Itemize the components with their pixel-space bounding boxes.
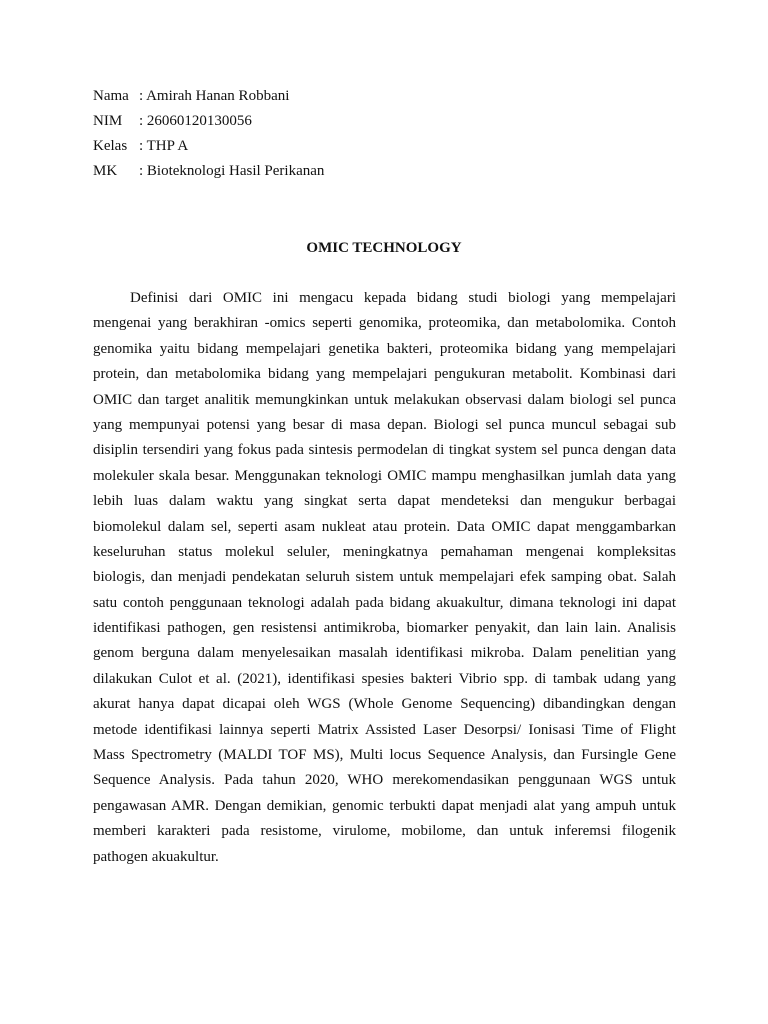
paragraph-line: mengenai yang berakhiran -omics seperti genomika, proteomika, dan metabolomika. Contoh <box>93 315 676 332</box>
document-title: OMIC TECHNOLOGY <box>306 240 462 256</box>
paragraph-line: biologis, dan menjadi pendekatan seluruh sistem untuk mempelajari efek samping obat. Salah <box>93 569 676 586</box>
info-value: : Bioteknologi Hasil Perikanan <box>139 163 325 179</box>
info-value: : THP A <box>139 138 189 154</box>
paragraph-line: disiplin tersendiri yang fokus pada sintesis permodelan di tingkat system sel punca dengan data <box>93 442 676 459</box>
paragraph-line: OMIC dan target analitik memungkinkan untuk melakukan observasi dalam biologi sel punca <box>93 391 676 408</box>
info-label: MK <box>93 163 118 179</box>
info-row-class <box>93 136 324 161</box>
paragraph-line: yang mempunyai potensi yang besar di masa depan. Biologi sel punca muncul sebagai sub <box>93 416 676 433</box>
paragraph-line: biomolekul dalam sel, seperti asam nukleat atau protein. Data OMIC dapat menggambarkan <box>93 518 676 535</box>
paragraph-line: pengawasan AMR. Dengan demikian, genomic terbukti dapat menjadi alat yang ampuh untuk <box>93 797 676 814</box>
paragraph-line: pathogen akuakultur. <box>93 848 219 865</box>
paragraph-line: Mass Spectrometry (MALDI TOF MS), Multi locus Sequence Analysis, dan Fursingle Gene <box>93 747 676 764</box>
paragraph-line: dilakukan Culot et al. (2021), identifikasi spesies bakteri Vibrio spp. di tambak udang yang <box>93 670 676 687</box>
info-label: NIM <box>93 113 123 129</box>
info-value: : 26060120130056 <box>139 113 252 129</box>
paragraph-line: molekuler skala besar. Menggunakan teknologi OMIC mampu menghasilkan jumlah data yang <box>93 467 676 484</box>
body-paragraph <box>93 288 676 872</box>
paragraph-line: protein, dan metabolomika bidang yang mempelajari pengukuran metabolit. Kombinasi dari <box>93 366 676 383</box>
paragraph-line: lebih luas dalam waktu yang singkat serta dapat mendeteksi dan mengukur berbagai <box>93 493 676 510</box>
paragraph-line: metode identifikasi lainnya seperti Matrix Assisted Laser Desorpsi/ Ionisasi Time of Flight <box>93 721 676 738</box>
paragraph-line: memberi karakteri pada resistome, virulome, mobilome, dan untuk inferemsi filogenik <box>93 823 676 840</box>
paragraph-line: Definisi dari OMIC ini mengacu kepada bidang studi biologi yang mempelajari <box>130 290 676 306</box>
paragraph-line: genomika yaitu bidang mempelajari genetika bakteri, proteomika bidang yang mempelajari <box>93 340 676 357</box>
paragraph-line: satu contoh penggunaan teknologi adalah pada bidang akuakultur, dimana teknologi ini dapat <box>93 594 676 611</box>
paragraph-line: identifikasi pathogen, gen resistensi antimikroba, biomarker penyakit, dan lain lain. Analisis <box>93 620 676 637</box>
info-value: : Amirah Hanan Robbani <box>139 88 290 104</box>
paragraph-line: genom berguna dalam menyelesaikan masalah identifikasi mikroba. Dalam penelitian yang <box>93 645 676 662</box>
paragraph-line: akurat hanya dapat dicapai oleh WGS (Whole Genome Sequencing) dibandingkan dengan <box>93 696 676 713</box>
info-label: Nama <box>93 88 129 104</box>
info-label: Kelas <box>93 138 128 154</box>
paragraph-line: keseluruhan status molekul seluler, meningkatnya pemahaman mengenai kompleksitas <box>93 543 676 560</box>
paragraph-line: Sequence Analysis. Pada tahun 2020, WHO merekomendasikan penggunaan WGS untuk <box>93 772 676 789</box>
info-row-name <box>93 86 324 111</box>
info-row-nim <box>93 111 324 136</box>
student-info <box>93 86 324 186</box>
info-row-course <box>93 161 324 186</box>
